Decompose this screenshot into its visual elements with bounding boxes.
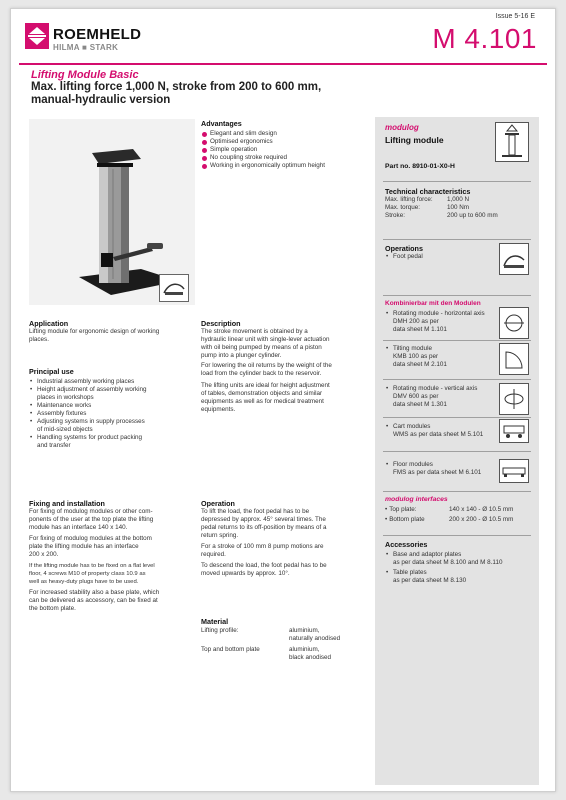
interface-row — [385, 514, 513, 524]
module-entry — [385, 385, 497, 409]
sidebar-divider — [383, 451, 531, 452]
module-text — [385, 310, 497, 334]
advantages-section — [201, 119, 366, 170]
header-divider — [19, 63, 547, 65]
text-line: data sheet M 1.301 — [393, 401, 447, 408]
principal-use-item: • Industrial assembly working places — [29, 378, 194, 386]
application-text — [29, 328, 194, 344]
technical-key: Stroke: — [385, 212, 405, 219]
module-entry — [385, 461, 497, 477]
text-line: data sheet M 2.101 — [393, 361, 447, 368]
module-line — [385, 385, 497, 409]
text-line: as per data sheet M 8.100 and M 8.110 — [393, 559, 503, 566]
module-entry — [385, 310, 497, 334]
accessories-list — [385, 551, 535, 585]
text-line: of tables, demonstration objects and similar — [201, 390, 323, 397]
text-line: Top plate: — [389, 506, 417, 513]
module-text — [385, 385, 497, 409]
lifting-module-icon — [495, 122, 529, 162]
material-section — [201, 617, 366, 662]
document-number: M 4.101 — [432, 23, 537, 54]
text-line: DMH 200 as per — [393, 318, 439, 325]
text-line: required. — [201, 551, 226, 558]
fixing-paragraph — [29, 508, 197, 532]
text-line: The lifting units are ideal for height adjustment — [201, 382, 330, 389]
principal-use-item: • Maintenance works — [29, 402, 194, 410]
text-line: For increased stability also a base plate, which — [29, 589, 160, 596]
operations-list — [385, 253, 485, 261]
principal-use-item — [29, 386, 194, 402]
text-line: and transfer — [37, 442, 71, 449]
material-key: Lifting profile: — [201, 627, 239, 634]
fixing-paragraph — [29, 562, 197, 586]
principal-use-item — [29, 434, 194, 450]
accessories-section — [385, 540, 535, 585]
text-line: pedal returns to its off-position by means of a — [201, 524, 327, 531]
technical-key: Max. torque: — [385, 204, 420, 211]
text-line: WMS as per data sheet M 5.101 — [393, 431, 484, 438]
text-line: Floor modules — [393, 461, 433, 468]
text-line: places in workshops — [37, 394, 94, 401]
technical-key: Max. lifting force: — [385, 196, 433, 203]
brand-name: ROEMHELD — [53, 26, 142, 43]
text-line: DMV 600 as per — [393, 393, 439, 400]
material-key: Top and bottom plate — [201, 646, 260, 653]
sidebar-divider — [383, 340, 531, 341]
advantage-item: No coupling stroke required — [201, 154, 366, 162]
operation-paragraph — [201, 508, 366, 540]
text-line: the bottom plate. — [29, 605, 76, 612]
rotating-vertical-icon — [499, 383, 529, 415]
text-line: Height adjustment of assembly working — [37, 386, 147, 393]
text-line: For fixing of modulog modules at the bottom — [29, 535, 152, 542]
principal-use-item: • Assembly fixtures — [29, 410, 194, 418]
material-row — [201, 643, 340, 662]
interface-value: 140 x 140 - Ø 10.5 mm — [449, 506, 514, 513]
text-line: Lifting module for ergonomic design of working — [29, 328, 160, 335]
technical-row — [385, 204, 498, 212]
sidebar-divider — [383, 239, 531, 240]
text-line: Table plates — [393, 569, 427, 576]
module-line — [385, 461, 497, 477]
interface-row — [385, 506, 513, 514]
cart-module-icon — [499, 419, 529, 443]
tilting-module-icon — [499, 343, 529, 375]
advantage-item: Working in ergonomically optimum height — [201, 162, 366, 170]
technical-heading: Technical characteristics — [385, 187, 471, 196]
material-table — [201, 627, 340, 662]
text-line: module has an interface 140 x 140. — [29, 524, 128, 531]
material-row — [201, 627, 340, 643]
technical-row — [385, 212, 498, 220]
text-line: Rotating module - vertical axis — [393, 385, 478, 392]
bullet: • — [385, 506, 388, 513]
description-paragraph — [201, 362, 366, 378]
text-line: aluminium, — [289, 627, 320, 634]
text-line: equipments as well as for medical treatment — [201, 398, 324, 405]
operation-paragraph — [201, 562, 366, 578]
technical-value: 100 Nm — [447, 204, 470, 211]
module-line — [385, 345, 497, 369]
text-line: black anodised — [289, 654, 332, 661]
floor-module-icon — [499, 459, 529, 483]
principal-use-item — [29, 418, 194, 434]
description-paragraph — [201, 382, 366, 414]
advantages-list — [201, 130, 366, 170]
combine-heading: Kombinierbar mit den Modulen — [385, 300, 481, 307]
accessories-heading: Accessories — [385, 540, 428, 549]
operations-heading: Operations — [385, 244, 423, 253]
sidebar-divider — [383, 417, 531, 418]
module-entry — [385, 345, 497, 369]
text-line: Rotating module - horizontal axis — [393, 310, 485, 317]
text-line: To descend the load, the foot pedal has to be — [201, 562, 327, 569]
text-line: depressed by approx. 45° several times. The — [201, 516, 326, 523]
rotating-horizontal-icon — [499, 307, 529, 339]
text-line: naturally anodised — [289, 635, 341, 642]
text-line: of mid-sized objects — [37, 426, 93, 433]
interfaces-table — [385, 506, 513, 524]
advantage-item: Simple operation — [201, 146, 366, 154]
accessory-item — [385, 569, 535, 585]
bullet: • — [385, 516, 388, 523]
text-line: data sheet M 1.101 — [393, 326, 447, 333]
product-subtitle — [31, 81, 391, 107]
subtitle-line: manual-hydraulic version — [31, 94, 171, 106]
text-line: For fixing of modulog modules or other com- — [29, 508, 153, 515]
operation-heading: Operation — [201, 499, 235, 508]
technical-row — [385, 196, 498, 204]
application-heading: Application — [29, 319, 69, 328]
text-line: plate the lifting module has an interface — [29, 543, 139, 550]
issue-label: Issue 5-16 E — [495, 13, 535, 20]
sidebar-divider — [383, 535, 531, 536]
sidebar-divider — [383, 295, 531, 296]
fixing-section — [29, 499, 197, 613]
operation-section — [201, 499, 366, 578]
text-line: ponents of the user at the top plate the lifting — [29, 516, 154, 523]
interface-key — [385, 506, 449, 514]
description-paragraph — [201, 328, 366, 360]
text-line: can be delivered as accessory, can be fixed at — [29, 597, 158, 604]
text-line: Tilting module — [393, 345, 432, 352]
technical-value: 1,000 N — [447, 196, 470, 203]
brand-subtitle: HILMA ■ STARK — [53, 43, 119, 52]
text-line: The stroke movement is obtained by a — [201, 328, 308, 335]
module-text — [385, 461, 497, 477]
fixing-heading: Fixing and installation — [29, 499, 105, 508]
technical-table — [385, 196, 498, 220]
text-line: return spring. — [201, 532, 239, 539]
interfaces-heading: modulog interfaces — [385, 496, 448, 503]
sidebar-divider — [383, 181, 531, 182]
sidebar-product: Lifting module — [385, 135, 444, 145]
material-heading: Material — [201, 617, 229, 626]
technical-value: 200 up to 600 mm — [447, 212, 498, 219]
text-line: Bottom plate — [389, 516, 425, 523]
text-line: Adjusting systems in supply processes — [37, 418, 145, 425]
description-heading: Description — [201, 319, 241, 328]
sidebar-divider — [383, 491, 531, 492]
accessory-item — [385, 551, 535, 567]
advantage-item: Elegant and slim design — [201, 130, 366, 138]
interface-key — [385, 514, 449, 524]
module-text — [385, 345, 497, 369]
advantages-heading: Advantages — [201, 119, 242, 128]
text-line: equipments. — [201, 406, 236, 413]
principal-use-list — [29, 378, 194, 450]
text-line: with oil being pumped by means of a piston — [201, 344, 322, 351]
fixing-paragraph — [29, 589, 197, 613]
principal-use-section — [29, 367, 194, 450]
technical-section — [385, 187, 535, 220]
part-number: Part no. 8910-01-X0-H — [385, 163, 455, 170]
sidebar-divider — [383, 379, 531, 380]
text-line: If the lifting module has to be fixed on a flat level — [29, 563, 155, 569]
interfaces-list — [385, 506, 535, 524]
module-entry — [385, 423, 497, 439]
sidebar-brand: modulog — [385, 123, 419, 132]
material-value — [289, 627, 340, 643]
operations-item: • Foot pedal — [385, 253, 485, 261]
sidebar-panel — [375, 117, 539, 785]
module-text — [385, 423, 497, 439]
text-line: To lift the load, the foot pedal has to be — [201, 508, 310, 515]
text-line: FMS as per data sheet M 6.101 — [393, 469, 482, 476]
text-line: as per data sheet M 8.130 — [393, 577, 467, 584]
operation-paragraph — [201, 543, 366, 559]
foot-pedal-icon — [499, 243, 529, 275]
roemheld-logo — [25, 23, 49, 49]
text-line: hydraulic linear unit with single-lever actuation — [201, 336, 330, 343]
application-section — [29, 319, 194, 344]
operations-section — [385, 244, 485, 261]
text-line: Handling systems for product packing — [37, 434, 142, 441]
text-line: Cart modules — [393, 423, 431, 430]
text-line: floor, 4 screws M10 of property class 10.9 as — [29, 571, 146, 577]
text-line: 200 x 200. — [29, 551, 59, 558]
fixing-paragraph — [29, 535, 197, 559]
text-line: For lowering the oil returns by the weight of the — [201, 362, 332, 369]
material-value — [289, 643, 340, 662]
text-line: For a stroke of 100 mm 8 pump motions are — [201, 543, 324, 550]
description-section — [201, 319, 366, 414]
text-line: load from the cylinder back to the reservoir. — [201, 370, 322, 377]
text-line: moved upwards by approx. 10°. — [201, 570, 290, 577]
text-line: well as heavy-duty plugs have to be used. — [29, 579, 139, 585]
text-line: aluminium, — [289, 646, 320, 653]
interface-value: 200 x 200 - Ø 10.5 mm — [449, 516, 514, 523]
principal-use-heading: Principal use — [29, 367, 74, 376]
module-line — [385, 310, 497, 334]
text-line: KMB 100 as per — [393, 353, 439, 360]
subtitle-line: Max. lifting force 1,000 N, stroke from 200 to 600 mm, — [31, 81, 322, 93]
product-line-title: Lifting Module Basic — [31, 69, 139, 81]
text-line: Base and adaptor plates — [393, 551, 462, 558]
module-line — [385, 423, 497, 439]
advantage-item: Optimised ergonomics — [201, 138, 366, 146]
text-line: pump into a plunger cylinder. — [201, 352, 282, 359]
foot-pedal-thumbnail — [159, 274, 189, 302]
text-line: places. — [29, 336, 49, 343]
datasheet-page — [10, 8, 556, 792]
